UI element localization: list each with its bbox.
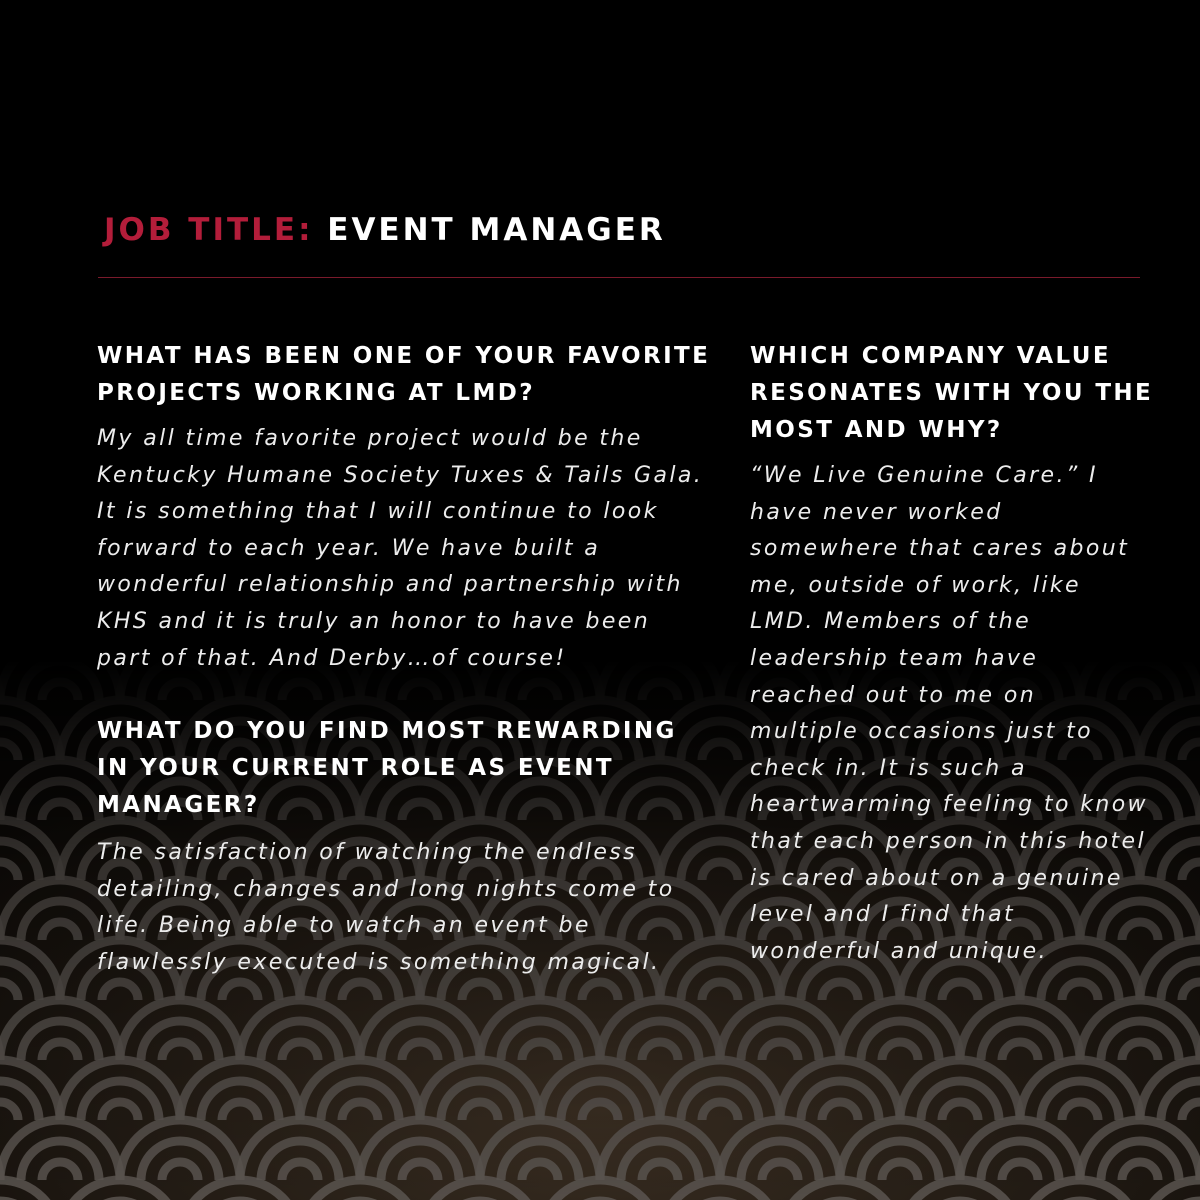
answer-favorite-project: My all time favorite project would be the Kentucky Humane Society Tuxes & Tails Gala. It is something that I will continue to look forward to each year. We have built a wonderful relationship and partnership with KHS and it is truly an honor to have been part of that. And Derby…of course! [97, 426, 704, 671]
job-title-value: EVENT MANAGER [327, 212, 666, 248]
question-heading-most-rewarding: WHAT DO YOU FIND MOST REWARDING IN YOUR CURRENT ROLE AS EVENT MANAGER? [97, 718, 677, 818]
question-heading-company-value: WHICH COMPANY VALUE RESONATES WITH YOU THE MOST AND WHY? [750, 343, 1154, 443]
answer-company-value: “We Live Genuine Care.” I have never worked somewhere that cares about me, outside of work, like LMD. Members of the leadership team have reached out to me on multiple occasions just to check in. It is such a heartwarming feeling to know that each person in this hotel is cared about on a genuine level and I find that wonderful and unique. [750, 463, 1148, 964]
job-title [104, 212, 666, 248]
answer-most-rewarding: The satisfaction of watching the endless detailing, changes and long nights come to life. Being able to watch an event be flawlessly executed is something magical. [97, 840, 675, 975]
title-divider [98, 277, 1140, 278]
job-title-label: JOB TITLE: [104, 212, 314, 248]
question-heading-favorite-project: WHAT HAS BEEN ONE OF YOUR FAVORITE PROJECTS WORKING AT LMD? [97, 343, 711, 406]
